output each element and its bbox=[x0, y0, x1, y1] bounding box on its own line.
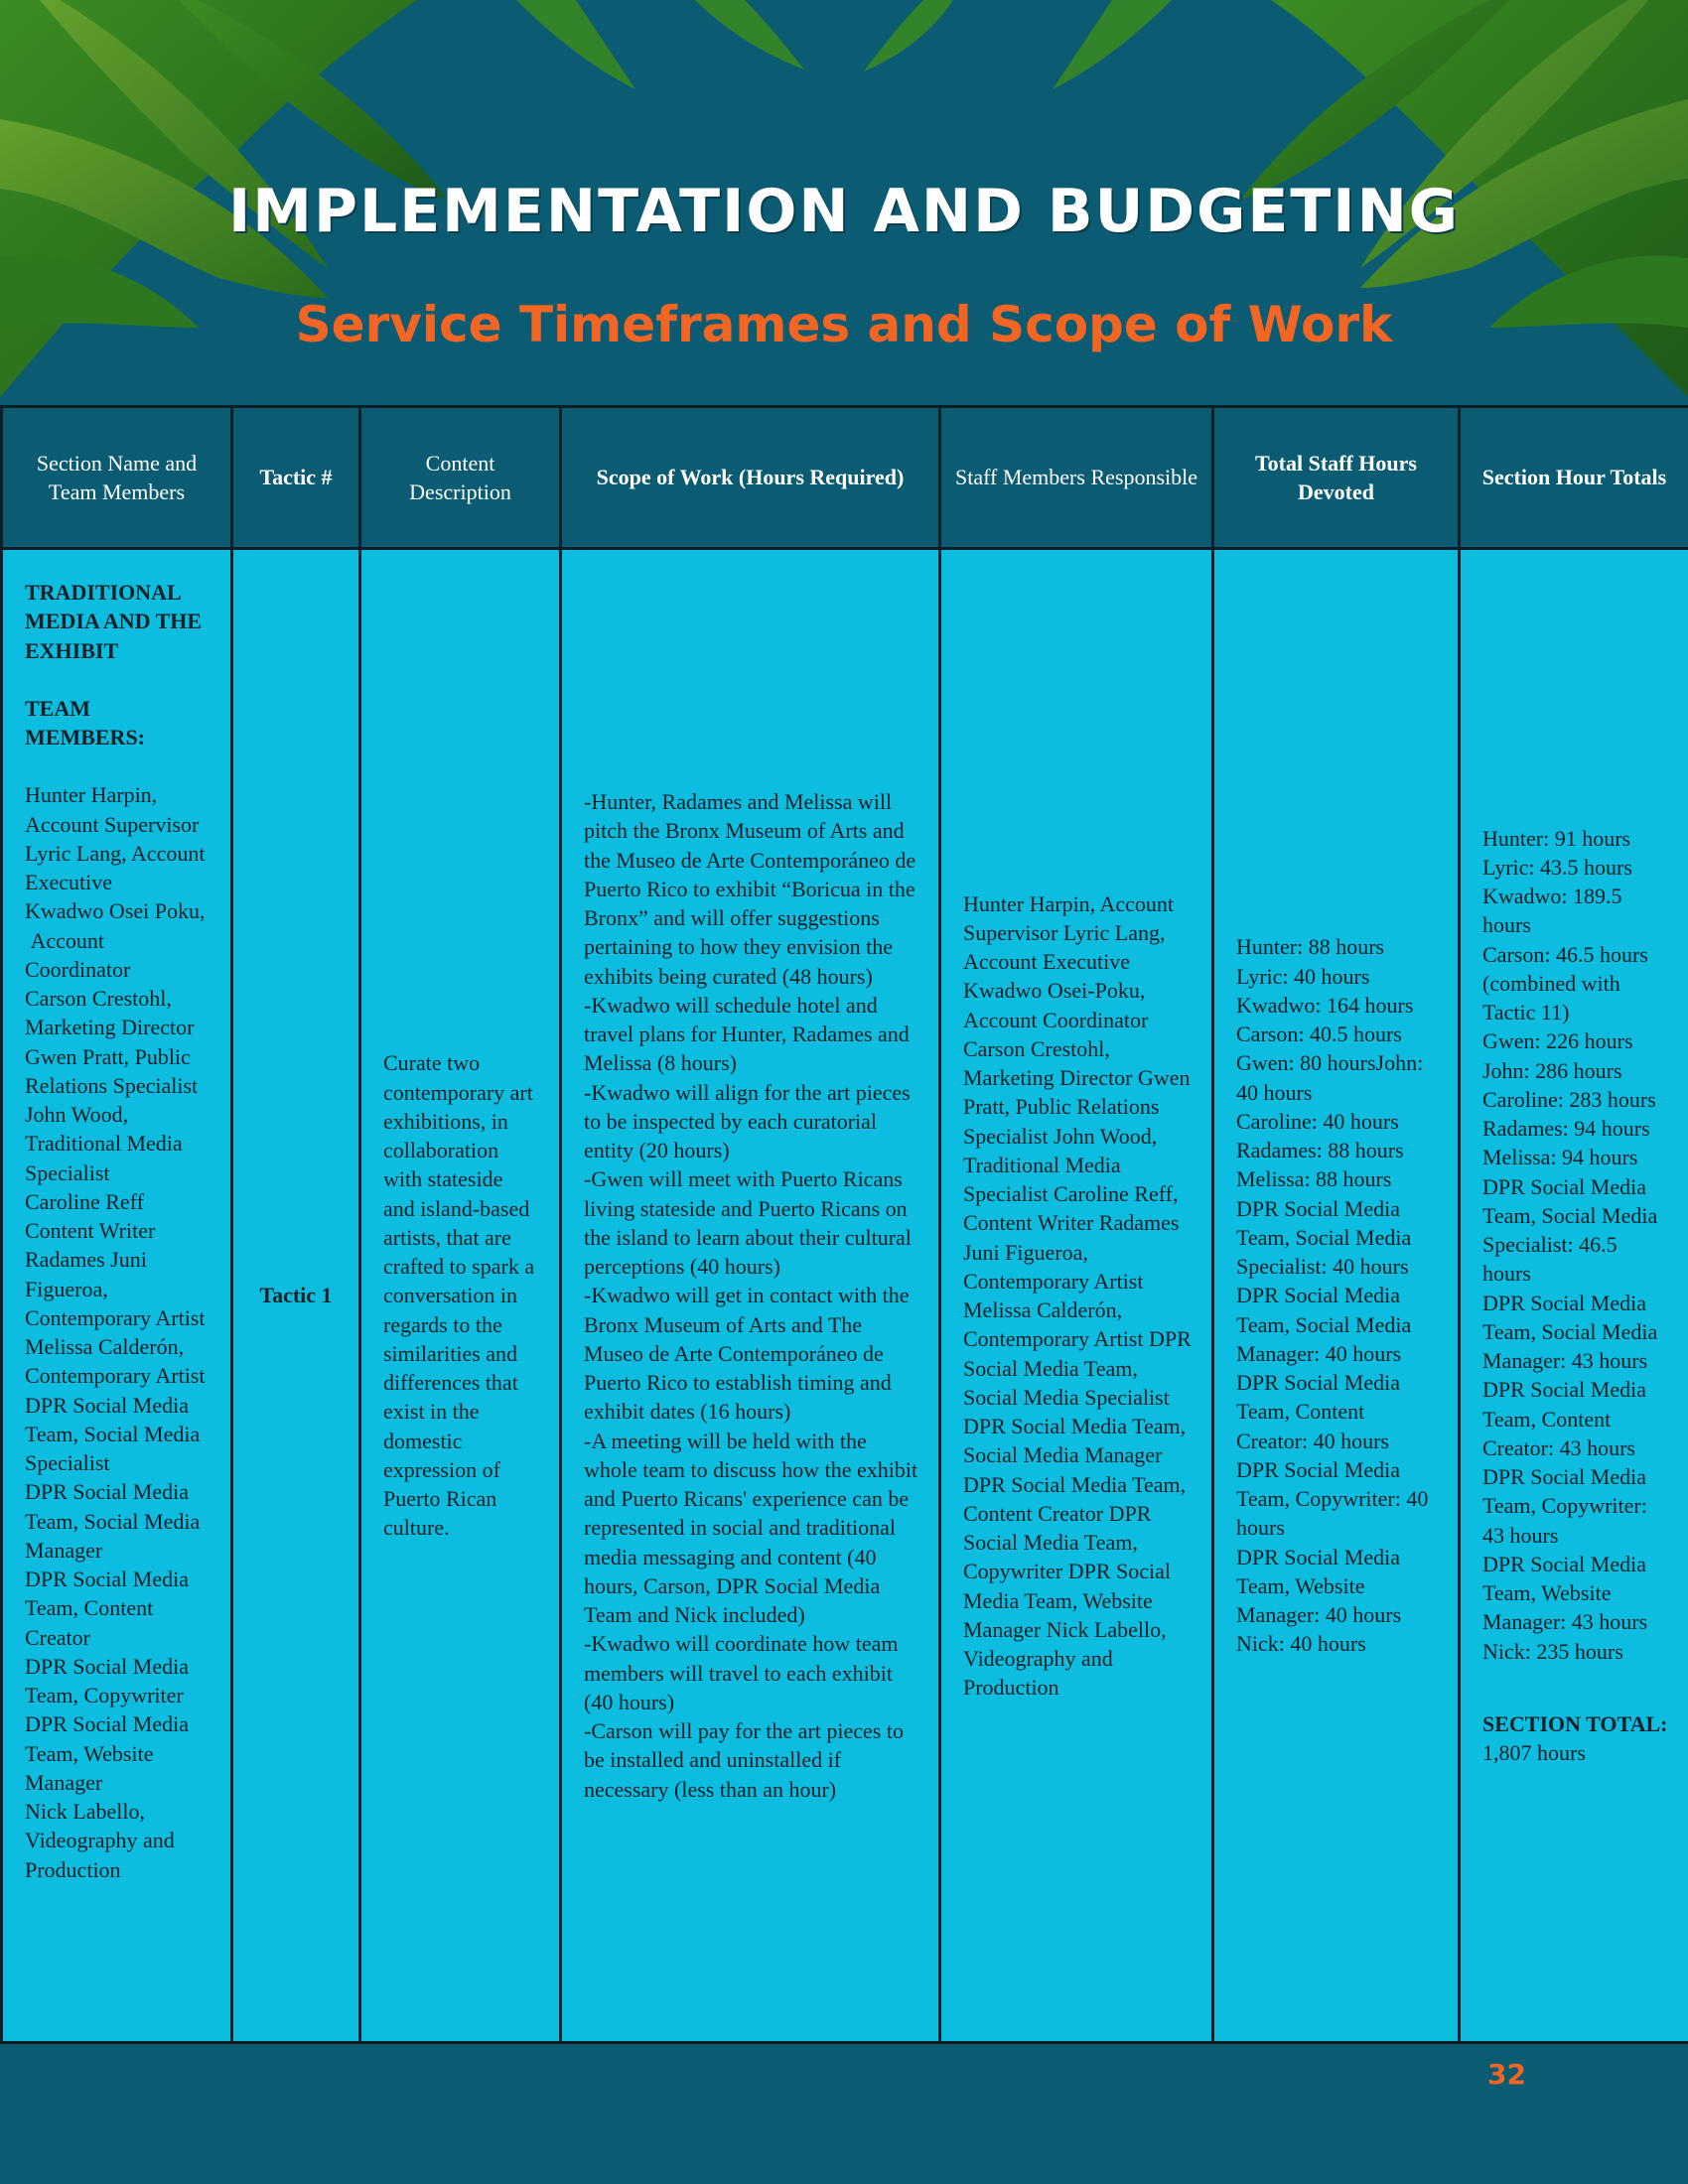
section-name: TRADITIONAL MEDIA AND THE EXHIBIT bbox=[25, 580, 203, 663]
team-member: Melissa Calderón, Contemporary Artist bbox=[25, 1334, 206, 1389]
staff-hours-item: DPR Social Media Team, Social Media Specialist: 40 hours bbox=[1236, 1195, 1412, 1280]
section-total-item: Kwadwo: 189.5 hours bbox=[1482, 884, 1622, 938]
staff-hours-item: Gwen: 80 hoursJohn: 40 hours bbox=[1236, 1050, 1424, 1105]
table-header-row bbox=[2, 407, 1688, 549]
scope-item: -Kwadwo will get in contact with the Bronx Museum of Arts and The Museo de Arte Contemporáneo de Puerto Rico to establish timing and exhibit dates (16 hours) bbox=[584, 1283, 910, 1425]
section-total-item: Carson: 46.5 hours (combined with Tactic 11) bbox=[1482, 941, 1648, 1025]
header-section-hour-totals: Section Hour Totals bbox=[1460, 407, 1688, 549]
section-total-item: Gwen: 226 hours bbox=[1482, 1028, 1633, 1054]
staff-hours-item: DPR Social Media Team, Website Manager: 40 hours bbox=[1236, 1544, 1402, 1628]
scope-item: -Hunter, Radames and Melissa will pitch the Bronx Museum of Arts and the Museo de Arte Contemporáneo de Puerto Rico to exhibit “Boricua in the Bronx” and will offer suggestions pertaining to how they envision the exhibits being curated (48 hours) bbox=[584, 789, 916, 989]
team-member: DPR Social Media Team, Website Manager bbox=[25, 1711, 189, 1795]
section-total-item: DPR Social Media Team, Copywriter: 43 hours bbox=[1482, 1464, 1647, 1548]
section-cell bbox=[2, 549, 232, 2043]
section-total-item: Radames: 94 hours bbox=[1482, 1116, 1650, 1142]
section-total-item: Nick: 235 hours bbox=[1482, 1638, 1623, 1664]
team-member: Radames Juni Figueroa, Contemporary Artist bbox=[25, 1247, 206, 1330]
staff-hours-item: Melissa: 88 hours bbox=[1236, 1166, 1392, 1192]
staff-hours-item: Lyric: 40 hours bbox=[1236, 963, 1370, 989]
team-member: DPR Social Media Team, Social Media Specialist bbox=[25, 1392, 201, 1475]
header-tactic: Tactic # bbox=[232, 407, 360, 549]
section-total-value: 1,807 hours bbox=[1482, 1710, 1673, 1766]
page-number: 32 bbox=[1487, 2058, 1526, 2091]
tactic-cell: Tactic 1 bbox=[232, 549, 360, 2043]
section-total-item: DPR Social Media Team, Social Media Manager: 43 hours bbox=[1482, 1290, 1658, 1374]
table-row bbox=[2, 549, 1688, 2043]
staff-hours-item: Nick: 40 hours bbox=[1236, 1631, 1366, 1657]
header-total-staff-hours: Total Staff Hours Devoted bbox=[1213, 407, 1460, 549]
scope-item: -Kwadwo will coordinate how team members will travel to each exhibit (40 hours) bbox=[584, 1631, 899, 1714]
team-member: Lyric Lang, Account Executive bbox=[25, 840, 206, 894]
staff-hours-item: DPR Social Media Team, Content Creator: 40 hours bbox=[1236, 1370, 1400, 1453]
header-content-description: Content Description bbox=[360, 407, 561, 549]
staff-hours-item: Caroline: 40 hours bbox=[1236, 1108, 1399, 1134]
team-member: John Wood, Traditional Media Specialist bbox=[25, 1102, 183, 1185]
section-total-item: John: 286 hours bbox=[1482, 1057, 1622, 1083]
team-member: Carson Crestohl, Marketing Director bbox=[25, 986, 195, 1040]
section-total-item: Caroline: 283 hours bbox=[1482, 1086, 1656, 1112]
scope-item: -Carson will pay for the art pieces to be installed and uninstalled if necessary (less than an hour) bbox=[584, 1718, 904, 1802]
section-total-item: DPR Social Media Team, Social Media Specialist: 46.5 hours bbox=[1482, 1173, 1658, 1287]
scope-item: -A meeting will be held with the whole team to discuss how the exhibit and Puerto Ricans' experience can be represented in social and traditional media messaging and content (40 hours, Carson, DPR Social Media Team and Nick included) bbox=[584, 1428, 918, 1628]
section-totals-cell bbox=[1460, 549, 1688, 2043]
staff-hours-item: Hunter: 88 hours bbox=[1236, 934, 1385, 960]
scope-item: -Gwen will meet with Puerto Ricans living stateside and Puerto Ricans on the island to learn about their cultural perceptions (40 hours) bbox=[584, 1166, 912, 1280]
team-member: DPR Social Media Team, Content Creator bbox=[25, 1567, 189, 1650]
section-total-item: Melissa: 94 hours bbox=[1482, 1145, 1638, 1170]
staff-hours-cell bbox=[1213, 549, 1460, 2043]
team-member: DPR Social Media Team, Copywriter bbox=[25, 1653, 189, 1707]
section-total-label: SECTION TOTAL: bbox=[1482, 1710, 1668, 1736]
section-total-item: Hunter: 91 hours bbox=[1482, 825, 1631, 851]
staff-responsible-cell: Hunter Harpin, Account Supervisor Lyric Lang, Account Executive Kwadwo Osei-Poku, Account Coordinator Carson Crestohl, Marketing Director Gwen Pratt, Public Relations Specialist John Wood, Traditional Media Specialist Caroline Reff, Content Writer Radames Juni Figueroa, Contemporary Artist Melissa Calderón, Contemporary Artist DPR Social Media Team, Social Media Specialist DPR Social Media Team, Social Media Manager DPR Social Media Team, Content Creator DPR Social Media Team, Copywriter DPR Social Media Team, Website Manager Nick Labello, Videography and Production bbox=[940, 549, 1213, 2043]
section-grand-total bbox=[1482, 1709, 1673, 1768]
staff-hours-item: Carson: 40.5 hours bbox=[1236, 1022, 1402, 1047]
section-total-item: DPR Social Media Team, Website Manager: 43 hours bbox=[1482, 1551, 1648, 1635]
staff-hours-item: Kwadwo: 164 hours bbox=[1236, 992, 1414, 1018]
scope-item: -Kwadwo will schedule hotel and travel plans for Hunter, Radames and Melissa (8 hours) bbox=[584, 992, 910, 1076]
staff-hours-item: DPR Social Media Team, Copywriter: 40 hours bbox=[1236, 1456, 1429, 1541]
scope-item: -Kwadwo will align for the art pieces to be inspected by each curatorial entity (20 hours) bbox=[584, 1079, 911, 1163]
team-member: DPR Social Media Team, Social Media Manager bbox=[25, 1479, 201, 1563]
header-staff-responsible: Staff Members Responsible bbox=[940, 407, 1213, 549]
section-total-item: Lyric: 43.5 hours bbox=[1482, 854, 1632, 880]
team-member: Caroline Reff Content Writer bbox=[25, 1188, 156, 1243]
staff-hours-item: Radames: 88 hours bbox=[1236, 1138, 1404, 1163]
page-title: IMPLEMENTATION AND BUDGETING bbox=[227, 177, 1461, 246]
team-member: Gwen Pratt, Public Relations Specialist bbox=[25, 1043, 199, 1098]
palm-top bbox=[516, 0, 1172, 89]
section-total-item: DPR Social Media Team, Content Creator: 43 hours bbox=[1482, 1377, 1646, 1460]
scope-of-work-cell bbox=[561, 549, 940, 2043]
team-members-label: TEAM MEMBERS: bbox=[25, 695, 145, 750]
team-member: Nick Labello, Videography and Production bbox=[25, 1799, 175, 1882]
team-member: Kwadwo Osei Poku, bbox=[25, 898, 206, 924]
team-member: Account Coordinator bbox=[25, 927, 131, 982]
header-scope-of-work: Scope of Work (Hours Required) bbox=[561, 407, 940, 549]
staff-hours-item: DPR Social Media Team, Social Media Manager: 40 hours bbox=[1236, 1283, 1412, 1366]
scope-of-work-table bbox=[0, 405, 1688, 2044]
page-subtitle: Service Timeframes and Scope of Work bbox=[295, 296, 1393, 353]
header-section-name: Section Name and Team Members bbox=[2, 407, 232, 549]
content-description-cell: Curate two contemporary art exhibitions, in collaboration with stateside and island-based artists, that are crafted to spark a conversation in regards to the similarities and differences that exist in the domestic expression of Puerto Rican culture. bbox=[360, 549, 561, 2043]
team-member: Hunter Harpin, Account Supervisor bbox=[25, 782, 200, 837]
